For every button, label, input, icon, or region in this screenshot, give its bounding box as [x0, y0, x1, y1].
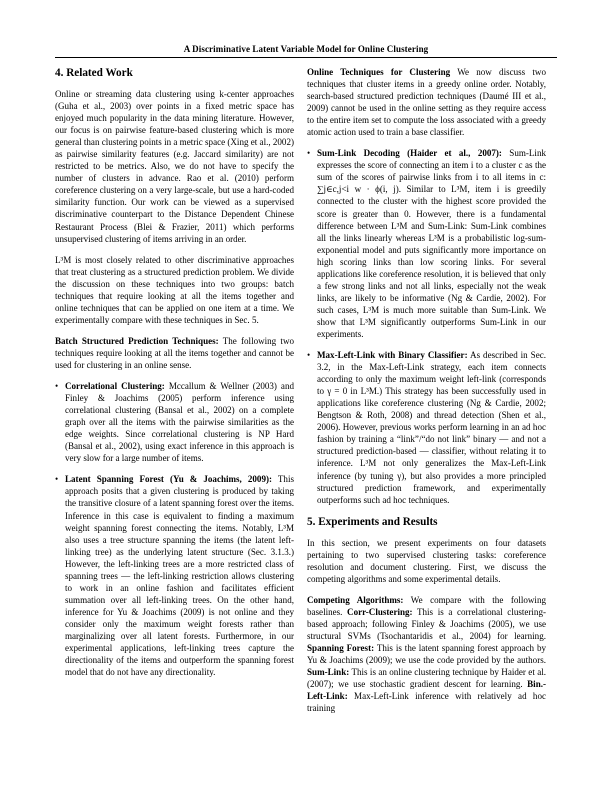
bullet-label: Latent Spanning Forest (Yu & Joachims, 2009): [65, 474, 273, 485]
running-head: A Discriminative Latent Variable Model for Online Clustering [183, 44, 429, 54]
bullet-text: Mccallum & Wellner (2003) and Finley & Joachims (2005) perform inference using correlational clustering (Bansal et al., 2002) on a complete graph over all the items with the pairwise similarities as the edge weights. Since correlational clustering is NP Hard (Bansal et al., 2002), using exact inference in this approach is very slow for a large number of items. [65, 381, 294, 464]
list-item-latent-spanning-forest [55, 473, 294, 678]
left-column [55, 66, 294, 687]
bullet-label: Sum-Link Decoding (Haider et al., 2007): [317, 148, 502, 159]
bullet-icon: • [55, 474, 59, 485]
section-5-title: 5. Experiments and Results [307, 515, 438, 528]
baseline-corr-clustering-text: This is a correlational clustering-based approach; following Finley & Joachims (2005), we use structural SVMs (Tsochantaridis et al., 2004) for learning. [307, 606, 546, 641]
bullet-text: As described in Sec. 3.2, in the Max-Left-Link strategy, each item connects according to only the maximum weight left-link (corresponds to γ = 0 in L³M.) This strategy has been successfully used in applications like coreference clustering (Ng & Cardie, 2002; Bengtson & Roth, 2008) and thread detection (Shen et al., 2006). However, previous works perform learning in an ad hoc fashion by training a “link”/“do not link” binary — and not a structured prediction-based — classifier, without relating it to inference. L³M not only generalizes the Max-Left-Link inference (by tuning γ), but also provides a more principled structured prediction framework, and experimentally outperforms such ad hoc techniques. [317, 350, 546, 505]
baseline-spanning-forest: Spanning Forest: [307, 643, 375, 654]
list-item-sum-link [307, 147, 546, 340]
batch-techniques-paragraph [55, 335, 294, 371]
experiments-intro-paragraph: In this section, we present experiments on four datasets pertaining to two supervised clustering tasks: coreference resolution and document clustering. First, we discuss the competing algorithms and some experimental details. [307, 537, 546, 584]
baseline-sum-link-text: This is an online clustering technique by Haider et al. (2007); we use stochastic gradient descent for learning. [307, 667, 546, 690]
batch-techniques-heading: Batch Structured Prediction Techniques: [55, 335, 219, 346]
online-techniques-list [307, 147, 546, 505]
baseline-bin-left-link: Bin.-Left-Link: [307, 679, 546, 702]
section-4-title: 4. Related Work [55, 67, 133, 79]
competing-algorithms-paragraph [307, 594, 546, 714]
bullet-icon: • [307, 350, 311, 361]
right-column [307, 66, 546, 723]
bullet-icon: • [55, 381, 59, 392]
bullet-label: Max-Left-Link with Binary Classifier: [317, 350, 468, 361]
baseline-corr-clustering: Corr-Clustering: [347, 606, 413, 617]
list-item-max-left-link [307, 349, 546, 506]
bullet-label: Correlational Clustering: [65, 381, 165, 392]
baseline-sum-link: Sum-Link: [307, 667, 350, 678]
batch-techniques-list [55, 380, 294, 678]
bullet-text: Sum-Link expresses the score of connecting an item i to a cluster c as the sum of the scores of pairwise links from i to all items in c: ∑j∈c,j<i w · ϕ(i, j). Similar to L³M, item i is greedily connected to the cluster with the highest score provided the score is greater than 0. However, there is a fundamental difference between L³M and Sum-Link: Sum-Link combines all the links linearly whereas L³M is a probabilistic log-sum-exponential model and puts significantly more importance on high scoring links than low scoring links. For several applications like coreference resolution, it is believed that only a few strong links and not all links, especially not the weak links, are likely to be informative (Ng & Cardie, 2002). For such cases, L³M is much more suitable than Sum-Link. We show that L³M significantly outperforms Sum-Link in our experiments. [317, 148, 546, 339]
competing-algorithms-heading: Competing Algorithms: [307, 594, 404, 605]
bullet-text: This approach posits that a given clustering is produced by taking the transitive closure of a latent spanning forest over the items. Inference in this case is equivalent to finding a maximum weight spanning forest connecting the items. Notably, L³M also uses a tree structure spanning the items (the latent left-linking tree) as the underlying latent structure (Sec. 3.1.3.) However, the left-linking trees are a more restricted class of spanning trees — the left-linking restriction allows clustering to work in an online fashion and facilitates efficient summation over all left-linking trees. On the other hand, inference for Yu & Joachims (2009) is not online and they consider only the maximum weight forests rather than marginalizing over all latent forests. Furthermore, in our experimental applications, left-linking trees capture the directionality of the items and outperform the spanning forest model that do not have any directionality. [65, 474, 294, 678]
online-techniques-paragraph [307, 66, 546, 138]
bullet-icon: • [307, 148, 311, 159]
baseline-bin-left-link-text: Max-Left-Link inference with relatively ad hoc training [307, 691, 546, 714]
competing-algorithms-text: We compare with the following baselines. [307, 594, 546, 617]
header-rule [55, 57, 557, 58]
related-work-paragraph-1: Online or streaming data clustering using k-center approaches (Guha et al., 2003) over points in a fixed metric space has enjoyed much popularity in the data mining literature. However, our focus is on pairwise feature-based clustering which is more general than clustering points in a metric space (Xing et al., 2002) as pairwise similarity features (e.g. Jaccard similarity) are not restricted to be metrics. Also, we do not have to specify the number of clusters in advance. Rao et al. (2010) perform coreference clustering on a very large-scale, but use a hard-coded similarity function. Our work can be viewed as a supervised discriminative counterpart to the Distance Dependent Chinese Restaurant Process (Blei & Frazier, 2011) which performs unsupervised clustering of items arriving in an order. [55, 89, 294, 244]
list-item-correlational-clustering [55, 380, 294, 464]
online-techniques-heading: Online Techniques for Clustering [307, 67, 451, 77]
related-work-paragraph-2: L³M is most closely related to other discriminative approaches that treat clustering as a structured prediction problem. We divide the discussion on these techniques into two groups: batch techniques that require looking at all the items together and online techniques that can be applied on one item at a time. We experimentally compare with these techniques in Sec. 5. [55, 254, 294, 325]
batch-techniques-text: The following two techniques require looking at all the items together and cannot be used for clustering in an online sense. [55, 335, 294, 370]
baseline-spanning-forest-text: This is the latent spanning forest approach by Yu & Joachims (2009); we use the code provided by the authors. [307, 643, 546, 666]
online-techniques-text: We now discuss two techniques that cluster items in a greedy online order. Notably, search-based structured prediction techniques (Daumé III et al., 2009) cannot be used in the online setting as they require access to the entire item set to compute the loss associated with a greedy atomic action used to train a base classifier. [307, 67, 546, 138]
